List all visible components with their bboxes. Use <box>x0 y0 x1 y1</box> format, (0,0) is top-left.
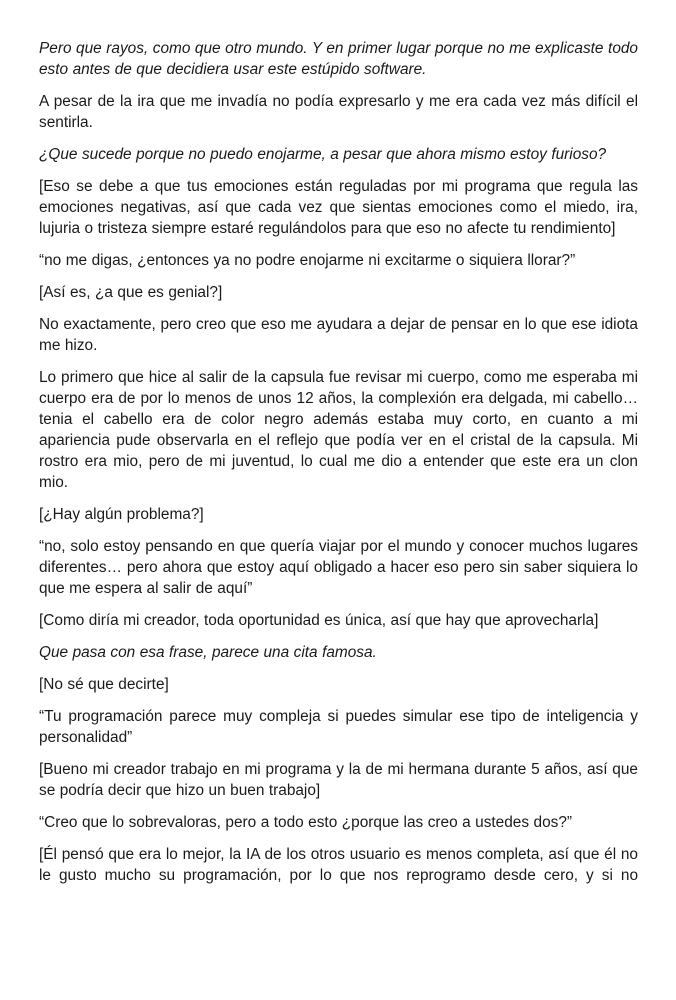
paragraph: “no me digas, ¿entonces ya no podre enojarme ni excitarme o siquiera llorar?” <box>39 252 576 269</box>
paragraph: [¿Hay algún problema?] <box>39 506 204 523</box>
paragraph: Lo primero que hice al salir de la capsula fue revisar mi cuerpo, como me esperaba mi cuerpo era de por lo menos de unos 12 años, la complexión era delgada, mi cabello… tenia el cabello era de color negro además estaba muy corto, en cuanto a mi apariencia pude observarla en el reflejo que podía ver en el cristal de la capsula. Mi rostro era mio, pero de mi juventud, lo cual me dio a entender que este era un clon mio. <box>39 369 638 491</box>
paragraph: “Tu programación parece muy compleja si puedes simular ese tipo de inteligencia y personalidad” <box>39 708 638 746</box>
paragraph: [Bueno mi creador trabajo en mi programa y la de mi hermana durante 5 años, así que se podría decir que hizo un buen trabajo] <box>39 761 638 799</box>
paragraph: [Eso se debe a que tus emociones están reguladas por mi programa que regula las emociones negativas, así que cada vez que sientas emociones como el miedo, ira, lujuria o tristeza siempre estaré regulándolos para que eso no afecte tu rendimiento] <box>39 178 638 237</box>
paragraph: No exactamente, pero creo que eso me ayudara a dejar de pensar en lo que ese idiota me hizo. <box>39 316 638 354</box>
paragraph: [No sé que decirte] <box>39 676 169 693</box>
paragraph: ¿Que sucede porque no puedo enojarme, a pesar que ahora mismo estoy furioso? <box>39 146 607 163</box>
paragraph: [Como diría mi creador, toda oportunidad es única, así que hay que aprovecharla] <box>39 612 599 629</box>
paragraph: [Así es, ¿a que es genial?] <box>39 284 223 301</box>
paragraph: “Creo que lo sobrevaloras, pero a todo esto ¿porque las creo a ustedes dos?” <box>39 814 573 831</box>
paragraph: Pero que rayos, como que otro mundo. Y en primer lugar porque no me explicaste todo esto antes de que decidiera usar este estúpido software. <box>39 40 638 78</box>
paragraph: A pesar de la ira que me invadía no podía expresarlo y me era cada vez más difícil el sentirla. <box>39 93 638 131</box>
paragraph: [Él pensó que era lo mejor, la IA de los otros usuario es menos completa, así que él no le gusto mucho su programación, por lo que nos reprogramo desde cero, y si no <box>39 846 638 884</box>
paragraph: “no, solo estoy pensando en que quería viajar por el mundo y conocer muchos lugares diferentes… pero ahora que estoy aquí obligado a hacer eso pero sin saber siquiera lo que me espera al salir de aquí” <box>39 538 638 597</box>
paragraph: Que pasa con esa frase, parece una cita famosa. <box>39 644 377 661</box>
